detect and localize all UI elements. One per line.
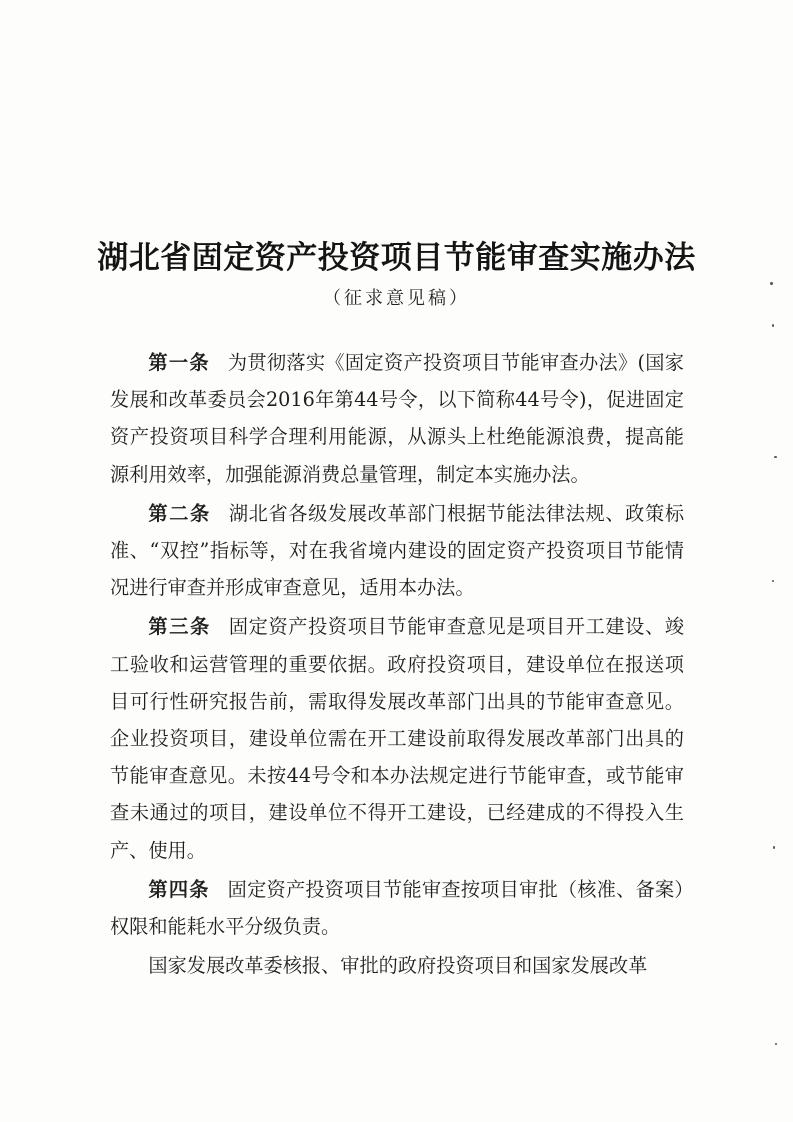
article-label: 第二条 (148, 501, 211, 525)
scan-speck (773, 846, 775, 849)
article-4 (110, 871, 684, 945)
article-text: 固定资产投资项目节能审查按项目审批（核准、备案）权限和能耗水平分级负责。 (110, 877, 685, 939)
article-text: 为贯彻落实《固定资产投资项目节能审查办法》(国家发展和改革委员会2016年第44号令，以下简称44号令)，促进固定资产投资项目科学合理利用能源，从源头上杜绝能源浪费，提高能源利用效率，加强能源消费总量管理，制定本实施办法。 (110, 351, 684, 486)
article-text: 国家发展改革委核报、审批的政府投资项目和国家发展改革 (148, 954, 648, 978)
article-label: 第四条 (148, 877, 210, 901)
article-1 (110, 344, 684, 493)
article-2 (110, 495, 684, 607)
article-3 (110, 608, 684, 868)
article-label: 第三条 (148, 615, 211, 639)
document-body (110, 344, 684, 986)
document-subtitle: （征求意见稿） (323, 288, 470, 309)
article-text: 固定资产投资项目节能审查意见是项目开工建设、竣工验收和运营管理的重要依据。政府投资项目，建设单位在报送项目可行性研究报告前，需取得发展改革部门出具的节能审查意见。企业投资项目，建设单位需在开工建设前取得发展改革部门出具的节能审查意见。未按44号令和本办法规定进行节能审查，或节能审查未通过的项目，建设单位不得开工建设，已经建成的不得投入生产、使用。 (110, 615, 685, 862)
article-4-continuation (110, 947, 684, 984)
scan-speck (772, 580, 774, 582)
article-label: 第一条 (148, 351, 210, 374)
document-title: 湖北省固定资产投资项目节能审查实施办法 (97, 240, 696, 276)
scan-speck (774, 456, 777, 458)
article-text: 湖北省各级发展改革部门根据节能法律法规、政策标准、“双控”指标等，对在我省境内建设的固定资产投资项目节能情况进行审查并形成审查意见，适用本办法。 (110, 501, 685, 600)
scan-speck (775, 1043, 777, 1045)
scan-speck (772, 324, 774, 327)
scan-speck (770, 282, 773, 285)
